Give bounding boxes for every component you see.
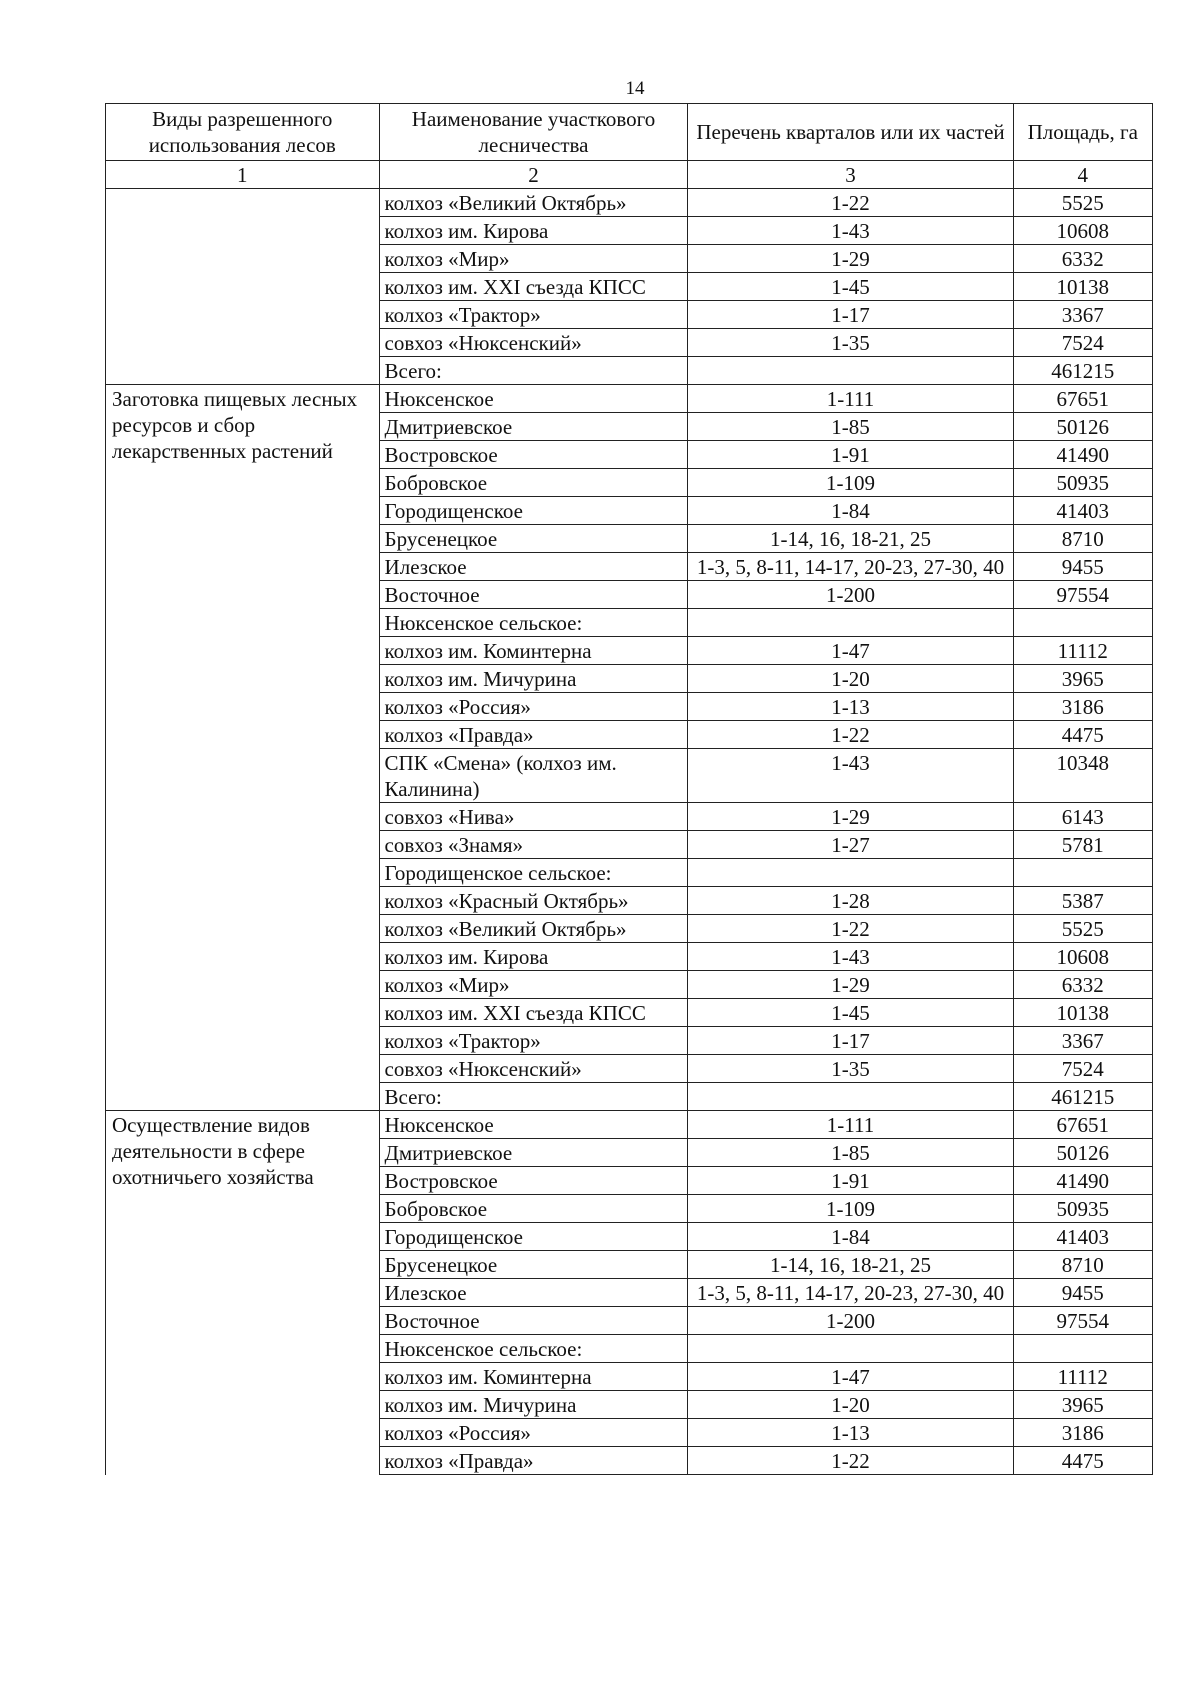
- area-cell: [1013, 609, 1152, 637]
- quarters-cell: 1-43: [688, 749, 1013, 803]
- area-cell: 3186: [1013, 693, 1152, 721]
- quarters-cell: 1-200: [688, 581, 1013, 609]
- quarters-cell: 1-35: [688, 329, 1013, 357]
- quarters-cell: 1-111: [688, 1111, 1013, 1139]
- quarters-cell: 1-13: [688, 693, 1013, 721]
- forestry-name-cell: колхоз им. Кирова: [379, 217, 688, 245]
- quarters-cell: 1-200: [688, 1307, 1013, 1335]
- area-cell: 6332: [1013, 245, 1152, 273]
- area-cell: 7524: [1013, 329, 1152, 357]
- quarters-cell: [688, 609, 1013, 637]
- forestry-name-cell: совхоз «Нюксенский»: [379, 329, 688, 357]
- area-cell: 41403: [1013, 497, 1152, 525]
- area-cell: 9455: [1013, 553, 1152, 581]
- quarters-cell: 1-47: [688, 637, 1013, 665]
- area-cell: 6143: [1013, 803, 1152, 831]
- quarters-cell: 1-35: [688, 1055, 1013, 1083]
- forestry-name-cell: колхоз «Великий Октябрь»: [379, 915, 688, 943]
- forestry-name-cell: колхоз «Красный Октябрь»: [379, 887, 688, 915]
- quarters-cell: 1-14, 16, 18-21, 25: [688, 525, 1013, 553]
- area-cell: 10608: [1013, 943, 1152, 971]
- quarters-cell: 1-3, 5, 8-11, 14-17, 20-23, 27-30, 40: [688, 553, 1013, 581]
- quarters-cell: 1-45: [688, 273, 1013, 301]
- forestry-name-cell: Бобровское: [379, 469, 688, 497]
- forestry-name-cell: колхоз «Правда»: [379, 1447, 688, 1475]
- area-cell: 3367: [1013, 301, 1152, 329]
- forestry-name-cell: Брусенецкое: [379, 1251, 688, 1279]
- quarters-cell: 1-22: [688, 189, 1013, 217]
- quarters-cell: 1-29: [688, 971, 1013, 999]
- quarters-cell: 1-27: [688, 831, 1013, 859]
- forestry-name-cell: Илезское: [379, 553, 688, 581]
- area-cell: 67651: [1013, 385, 1152, 413]
- header-use-type: Виды разрешенного использования лесов: [106, 104, 380, 161]
- area-cell: 11112: [1013, 1363, 1152, 1391]
- quarters-cell: 1-109: [688, 1195, 1013, 1223]
- forestry-name-cell: совхоз «Знамя»: [379, 831, 688, 859]
- quarters-cell: 1-20: [688, 665, 1013, 693]
- area-cell: 3186: [1013, 1419, 1152, 1447]
- forestry-name-cell: колхоз «Великий Октябрь»: [379, 189, 688, 217]
- quarters-cell: 1-45: [688, 999, 1013, 1027]
- area-cell: 10608: [1013, 217, 1152, 245]
- area-cell: 97554: [1013, 1307, 1152, 1335]
- quarters-cell: 1-109: [688, 469, 1013, 497]
- quarters-cell: [688, 859, 1013, 887]
- area-cell: 9455: [1013, 1279, 1152, 1307]
- quarters-cell: 1-28: [688, 887, 1013, 915]
- quarters-cell: 1-20: [688, 1391, 1013, 1419]
- forestry-name-cell: Дмитриевское: [379, 413, 688, 441]
- quarters-cell: [688, 1083, 1013, 1111]
- area-cell: 5525: [1013, 189, 1152, 217]
- forestry-name-cell: Городищенское: [379, 497, 688, 525]
- forestry-name-cell: Нюксенское: [379, 385, 688, 413]
- quarters-cell: 1-13: [688, 1419, 1013, 1447]
- quarters-cell: 1-85: [688, 1139, 1013, 1167]
- quarters-cell: 1-91: [688, 441, 1013, 469]
- forest-use-table: [105, 103, 1153, 1475]
- area-cell: 50126: [1013, 413, 1152, 441]
- header-area: Площадь, га: [1013, 104, 1152, 161]
- area-cell: 5781: [1013, 831, 1152, 859]
- forestry-name-cell: колхоз «Мир»: [379, 971, 688, 999]
- area-cell: 461215: [1013, 357, 1152, 385]
- area-cell: 41403: [1013, 1223, 1152, 1251]
- area-cell: 11112: [1013, 637, 1152, 665]
- quarters-cell: 1-47: [688, 1363, 1013, 1391]
- forestry-name-cell: колхоз «Россия»: [379, 1419, 688, 1447]
- quarters-cell: 1-14, 16, 18-21, 25: [688, 1251, 1013, 1279]
- use-type-cell: Заготовка пищевых лесных ресурсов и сбор лекарственных растений: [106, 385, 380, 1111]
- forestry-name-cell: колхоз «Трактор»: [379, 301, 688, 329]
- forestry-name-cell: колхоз «Трактор»: [379, 1027, 688, 1055]
- column-number: 3: [688, 161, 1013, 189]
- forestry-name-cell: Брусенецкое: [379, 525, 688, 553]
- forestry-name-cell: Нюксенское сельское:: [379, 609, 688, 637]
- quarters-cell: 1-17: [688, 1027, 1013, 1055]
- forestry-name-cell: колхоз «Мир»: [379, 245, 688, 273]
- forestry-name-cell: Городищенское сельское:: [379, 859, 688, 887]
- quarters-cell: 1-22: [688, 721, 1013, 749]
- area-cell: 10138: [1013, 999, 1152, 1027]
- forestry-name-cell: колхоз им. Мичурина: [379, 665, 688, 693]
- area-cell: 10138: [1013, 273, 1152, 301]
- quarters-cell: 1-85: [688, 413, 1013, 441]
- column-number: 2: [379, 161, 688, 189]
- forestry-name-cell: Нюксенское сельское:: [379, 1335, 688, 1363]
- quarters-cell: 1-43: [688, 943, 1013, 971]
- area-cell: 461215: [1013, 1083, 1152, 1111]
- area-cell: 50935: [1013, 1195, 1152, 1223]
- forestry-name-cell: Всего:: [379, 357, 688, 385]
- forestry-name-cell: СПК «Смена» (колхоз им. Калинина): [379, 749, 688, 803]
- area-cell: [1013, 1335, 1152, 1363]
- page-number: 14: [625, 78, 645, 99]
- forestry-name-cell: Востровское: [379, 1167, 688, 1195]
- area-cell: 97554: [1013, 581, 1152, 609]
- area-cell: [1013, 859, 1152, 887]
- table-row: [106, 189, 1153, 217]
- area-cell: 8710: [1013, 525, 1152, 553]
- forestry-name-cell: колхоз «Россия»: [379, 693, 688, 721]
- header-quarters: Перечень кварталов или их частей: [688, 104, 1013, 161]
- forestry-name-cell: колхоз им. Коминтерна: [379, 637, 688, 665]
- forestry-name-cell: Нюксенское: [379, 1111, 688, 1139]
- quarters-cell: 1-29: [688, 803, 1013, 831]
- table-header-row: [106, 104, 1153, 161]
- area-cell: 10348: [1013, 749, 1152, 803]
- forestry-name-cell: совхоз «Нюксенский»: [379, 1055, 688, 1083]
- forestry-name-cell: колхоз им. Мичурина: [379, 1391, 688, 1419]
- area-cell: 5525: [1013, 915, 1152, 943]
- header-forestry-name: Наименование участкового лесничества: [379, 104, 688, 161]
- forestry-name-cell: Восточное: [379, 1307, 688, 1335]
- forestry-name-cell: колхоз им. XXI съезда КПСС: [379, 273, 688, 301]
- area-cell: 3965: [1013, 1391, 1152, 1419]
- table-body: [106, 189, 1153, 1475]
- area-cell: 8710: [1013, 1251, 1152, 1279]
- forestry-name-cell: Городищенское: [379, 1223, 688, 1251]
- quarters-cell: 1-91: [688, 1167, 1013, 1195]
- quarters-cell: 1-22: [688, 1447, 1013, 1475]
- quarters-cell: 1-3, 5, 8-11, 14-17, 20-23, 27-30, 40: [688, 1279, 1013, 1307]
- use-type-cell: [106, 189, 380, 385]
- forestry-name-cell: колхоз им. Кирова: [379, 943, 688, 971]
- quarters-cell: 1-84: [688, 497, 1013, 525]
- area-cell: 4475: [1013, 1447, 1152, 1475]
- table-row: [106, 385, 1153, 413]
- forestry-name-cell: Востровское: [379, 441, 688, 469]
- forestry-name-cell: колхоз «Правда»: [379, 721, 688, 749]
- forestry-name-cell: колхоз им. Коминтерна: [379, 1363, 688, 1391]
- forestry-name-cell: Бобровское: [379, 1195, 688, 1223]
- quarters-cell: 1-29: [688, 245, 1013, 273]
- area-cell: 41490: [1013, 441, 1152, 469]
- forestry-name-cell: Восточное: [379, 581, 688, 609]
- use-type-cell: Осуществление видов деятельности в сфере охотничьего хозяйства: [106, 1111, 380, 1475]
- forestry-name-cell: Илезское: [379, 1279, 688, 1307]
- area-cell: 3367: [1013, 1027, 1152, 1055]
- area-cell: 4475: [1013, 721, 1152, 749]
- column-number-row: [106, 161, 1153, 189]
- area-cell: 50935: [1013, 469, 1152, 497]
- forestry-name-cell: колхоз им. XXI съезда КПСС: [379, 999, 688, 1027]
- area-cell: 5387: [1013, 887, 1152, 915]
- area-cell: 3965: [1013, 665, 1152, 693]
- area-cell: 6332: [1013, 971, 1152, 999]
- forestry-name-cell: Дмитриевское: [379, 1139, 688, 1167]
- quarters-cell: [688, 1335, 1013, 1363]
- forestry-name-cell: совхоз «Нива»: [379, 803, 688, 831]
- column-number: 4: [1013, 161, 1152, 189]
- quarters-cell: 1-17: [688, 301, 1013, 329]
- quarters-cell: [688, 357, 1013, 385]
- area-cell: 50126: [1013, 1139, 1152, 1167]
- forestry-name-cell: Всего:: [379, 1083, 688, 1111]
- area-cell: 7524: [1013, 1055, 1152, 1083]
- column-number: 1: [106, 161, 380, 189]
- table-row: [106, 1111, 1153, 1139]
- area-cell: 41490: [1013, 1167, 1152, 1195]
- quarters-cell: 1-84: [688, 1223, 1013, 1251]
- area-cell: 67651: [1013, 1111, 1152, 1139]
- quarters-cell: 1-43: [688, 217, 1013, 245]
- quarters-cell: 1-22: [688, 915, 1013, 943]
- quarters-cell: 1-111: [688, 385, 1013, 413]
